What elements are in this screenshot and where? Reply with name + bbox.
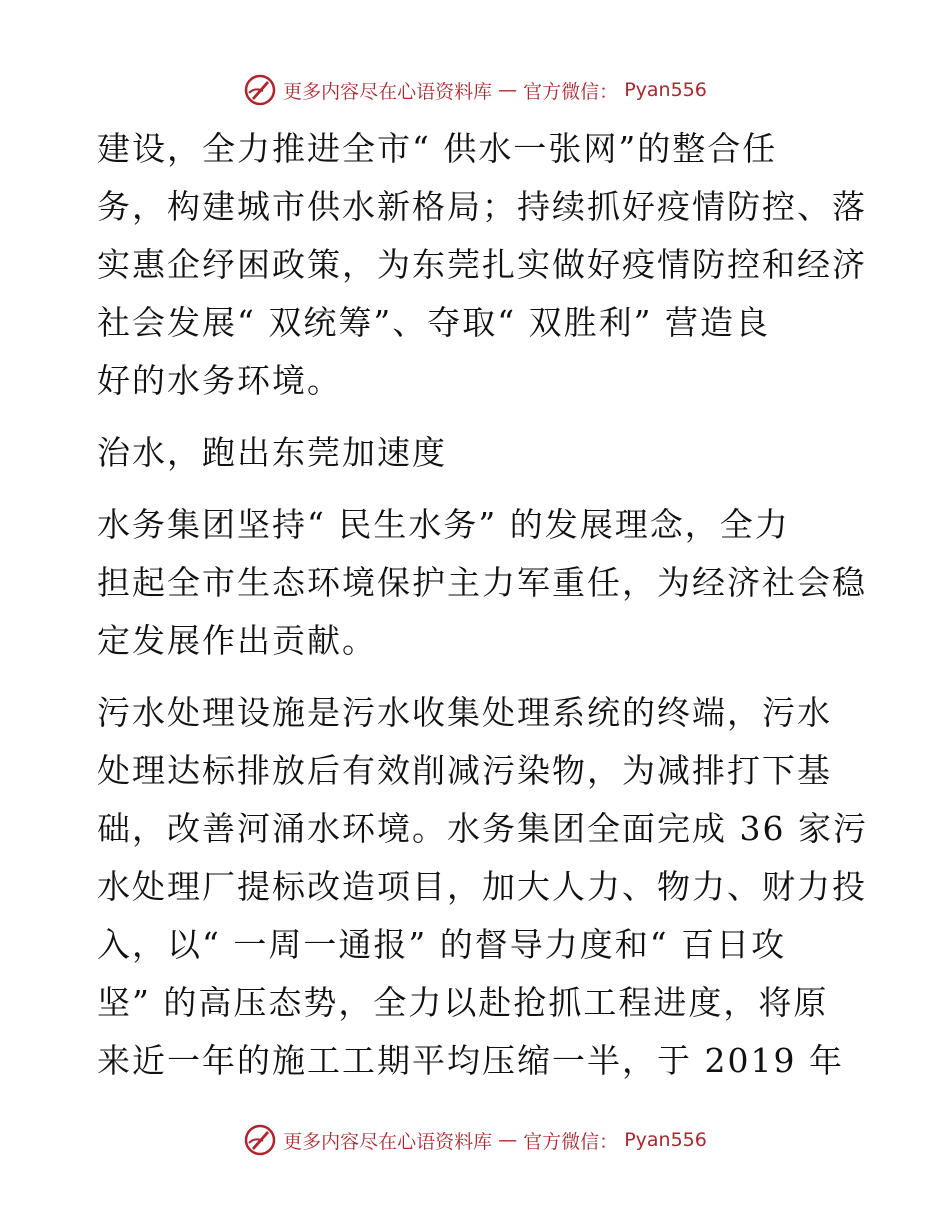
heading-line: 治水，跑出东莞加速度 bbox=[97, 433, 447, 472]
text-line: 入，以“ 一周一通报” 的督导力度和“ 百日攻 bbox=[97, 925, 787, 964]
text-line: 担起全市生态环境保护主力军重任，为经济社会稳 bbox=[97, 563, 867, 602]
text-line: 定发展作出贡献。 bbox=[97, 621, 377, 660]
text-line: 好的水务环境。 bbox=[97, 361, 342, 400]
watermark-wechat-id: Pyan556 bbox=[624, 1129, 707, 1151]
text-line: 来近一年的施工工期平均压缩一半，于 2019 年 bbox=[97, 1041, 844, 1080]
section-heading bbox=[97, 424, 857, 482]
header-watermark bbox=[0, 70, 950, 110]
quill-logo-icon bbox=[243, 73, 277, 107]
watermark-site-text: 更多内容尽在心语资料库 bbox=[283, 80, 493, 103]
watermark-site-text: 更多内容尽在心语资料库 bbox=[283, 1130, 493, 1153]
paragraph-2 bbox=[97, 496, 867, 670]
text-line: 础，改善河涌水环境。水务集团全面完成 36 家污 bbox=[97, 809, 868, 848]
text-line: 社会发展“ 双统筹”、夺取“ 双胜利” 营造良 bbox=[97, 303, 770, 342]
text-line: 坚” 的高压态势，全力以赴抢抓工程进度，将原 bbox=[97, 983, 829, 1022]
text-line: 建设，全力推进全市“ 供水一张网”的整合任 bbox=[97, 129, 778, 168]
text-line: 水务集团坚持“ 民生水务” 的发展理念，全力 bbox=[97, 505, 790, 544]
document-body bbox=[97, 120, 868, 1104]
footer-watermark bbox=[0, 1120, 950, 1160]
text-line: 水处理厂提标改造项目，加大人力、物力、财力投 bbox=[97, 867, 867, 906]
text-line: 实惠企纾困政策，为东莞扎实做好疫情防控和经济 bbox=[97, 245, 867, 284]
watermark-wechat-label: 官方微信： bbox=[523, 80, 619, 103]
watermark-separator: — bbox=[498, 1129, 518, 1151]
text-line: 污水处理设施是污水收集处理系统的终端，污水 bbox=[97, 693, 832, 732]
watermark-wechat-label: 官方微信： bbox=[523, 1130, 619, 1153]
text-line: 处理达标排放后有效削减污染物，为减排打下基 bbox=[97, 751, 832, 790]
text-line: 务，构建城市供水新格局；持续抓好疫情防控、落 bbox=[97, 187, 867, 226]
paragraph-1 bbox=[97, 120, 867, 410]
watermark-separator: — bbox=[498, 79, 518, 101]
paragraph-3 bbox=[97, 684, 868, 1090]
watermark-wechat-id: Pyan556 bbox=[624, 79, 707, 101]
quill-logo-icon bbox=[243, 1123, 277, 1157]
